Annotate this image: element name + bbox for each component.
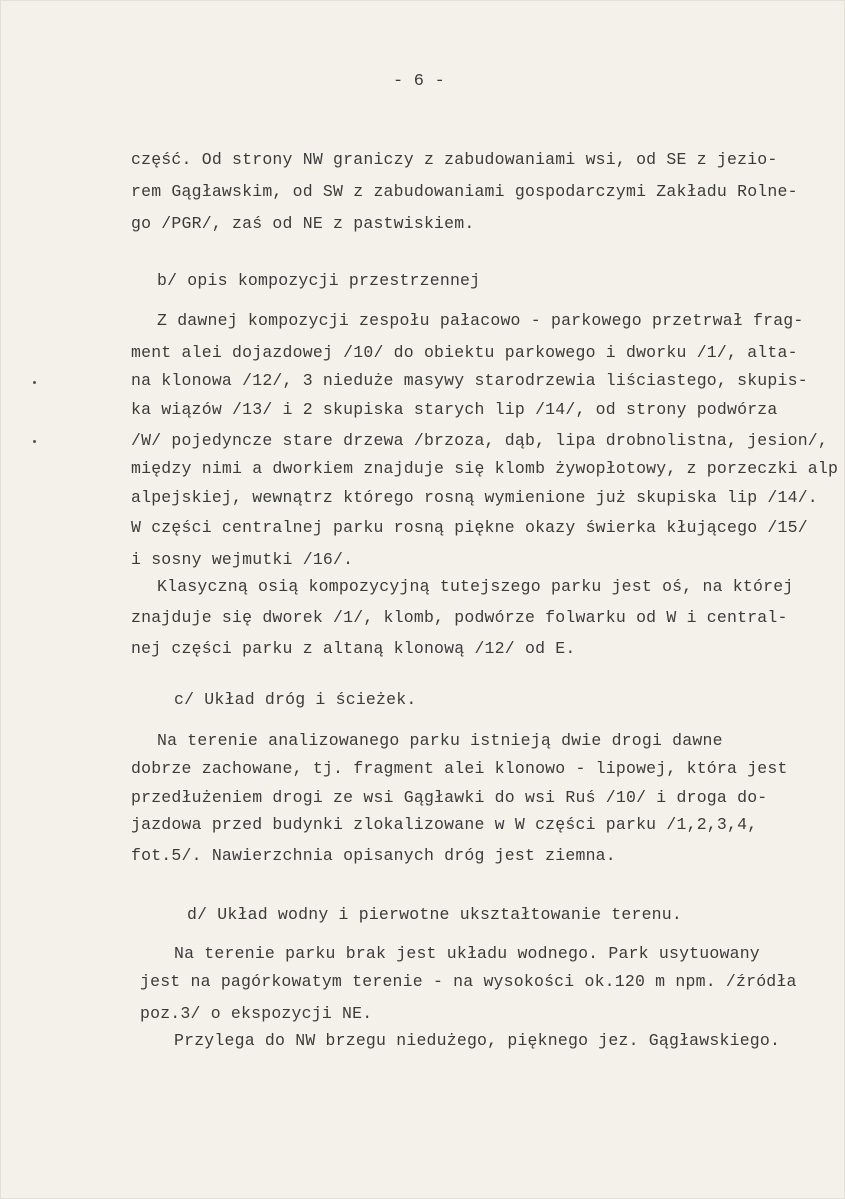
text-line: nej części parku z altaną klonową /12/ od E.: [131, 639, 576, 658]
text-line: alpejskiej, wewnątrz którego rosną wymienione już skupiska lip /14/.: [131, 488, 818, 507]
text-line: ment alei dojazdowej /10/ do obiektu parkowego i dworku /1/, alta-: [131, 343, 798, 362]
text-line: ka wiązów /13/ i 2 skupiska starych lip /14/, od strony podwórza: [131, 400, 778, 419]
margin-mark: [33, 440, 36, 443]
text-line: dobrze zachowane, tj. fragment alei klonowo - lipowej, która jest: [131, 759, 788, 778]
section-heading-d: d/ Układ wodny i pierwotne ukształtowanie terenu.: [187, 905, 682, 924]
text-line: Z dawnej kompozycji zespołu pałacowo - parkowego przetrwał frag-: [157, 311, 804, 330]
text-line: część. Od strony NW graniczy z zabudowaniami wsi, od SE z jezio-: [131, 150, 778, 169]
text-line: poz.3/ o ekspozycji NE.: [140, 1004, 373, 1023]
text-line: go /PGR/, zaś od NE z pastwiskiem.: [131, 214, 475, 233]
text-line: W części centralnej parku rosną piękne okazy świerka kłującego /15/: [131, 518, 808, 537]
text-line: /W/ pojedyncze stare drzewa /brzoza, dąb, lipa drobnolistna, jesion/,: [131, 431, 829, 450]
margin-mark: [33, 381, 36, 384]
text-line: Na terenie analizowanego parku istnieją dwie drogi dawne: [157, 731, 723, 750]
text-line: znajduje się dworek /1/, klomb, podwórze folwarku od W i central-: [131, 608, 788, 627]
text-line: Na terenie parku brak jest układu wodnego. Park usytuowany: [174, 944, 760, 963]
text-line: i sosny wejmutki /16/.: [131, 550, 354, 569]
text-line: jest na pagórkowatym terenie - na wysokości ok.120 m npm. /źródła: [140, 972, 797, 991]
text-line: na klonowa /12/, 3 nieduże masywy starodrzewia liściastego, skupis-: [131, 371, 808, 390]
page-number: - 6 -: [393, 72, 446, 91]
text-line: Klasyczną osią kompozycyjną tutejszego parku jest oś, na której: [157, 577, 794, 596]
text-line: Przylega do NW brzegu niedużego, pięknego jez. Gągławskiego.: [174, 1031, 781, 1050]
text-line: fot.5/. Nawierzchnia opisanych dróg jest ziemna.: [131, 846, 616, 865]
section-heading-c: c/ Układ dróg i ścieżek.: [174, 690, 417, 709]
text-line: rem Gągławskim, od SW z zabudowaniami gospodarczymi Zakładu Rolne-: [131, 182, 798, 201]
text-line: między nimi a dworkiem znajduje się klomb żywopłotowy, z porzeczki alp: [131, 459, 839, 478]
text-line: przedłużeniem drogi ze wsi Gągławki do wsi Ruś /10/ i droga do-: [131, 788, 768, 807]
text-line: jazdowa przed budynki zlokalizowane w W części parku /1,2,3,4,: [131, 815, 758, 834]
section-heading-b: b/ opis kompozycji przestrzennej: [157, 271, 481, 290]
